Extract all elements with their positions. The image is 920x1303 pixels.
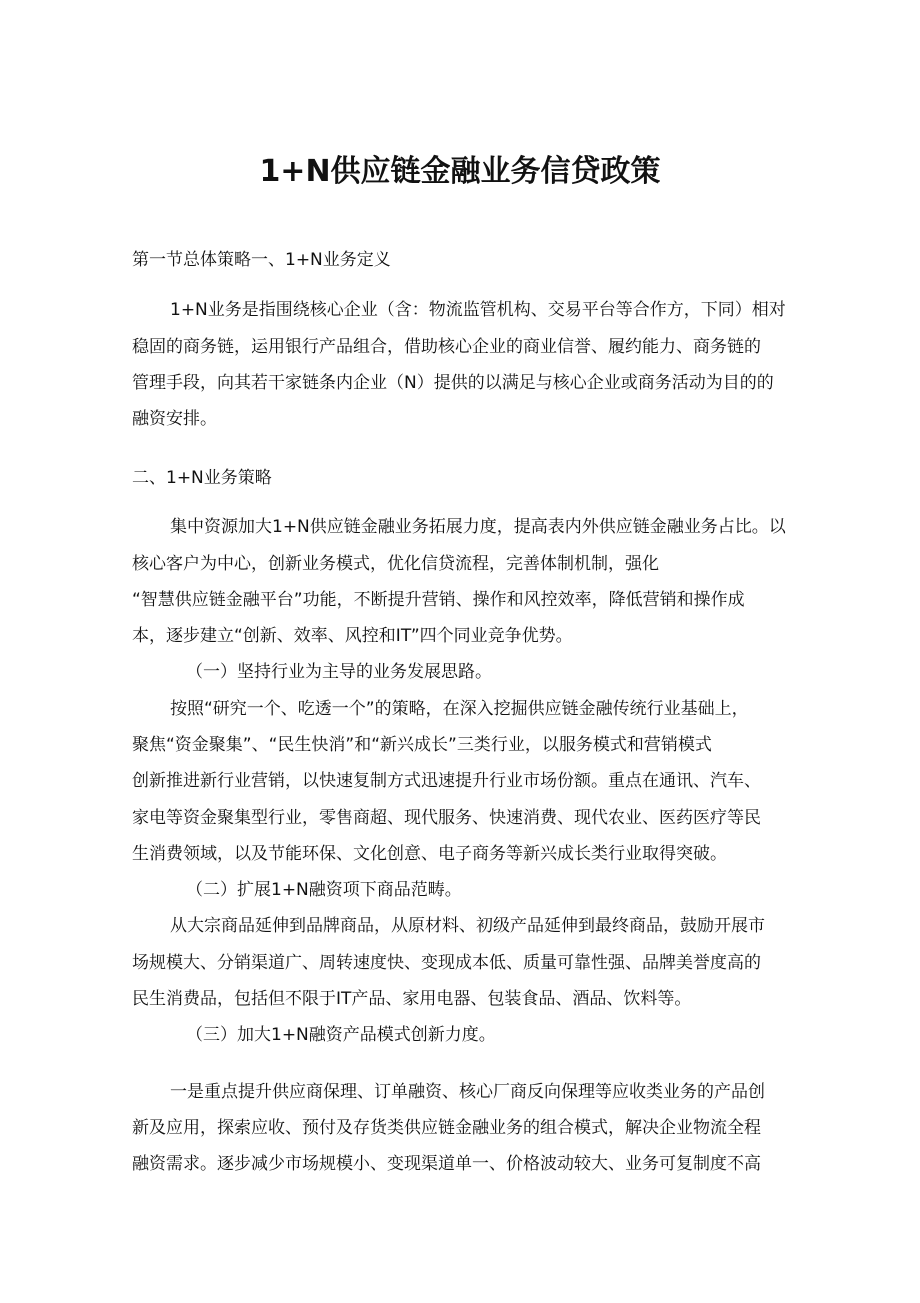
paragraph-line: 家电等资金聚集型行业，零售商超、现代服务、快速消费、现代农业、医药医疗等民: [132, 808, 761, 828]
paragraph-line: 从大宗商品延伸到品牌商品，从原材料、初级产品延伸到最终商品，鼓励开展市: [170, 916, 765, 936]
paragraph-line: 1+N业务是指围绕核心企业（含：物流监管机构、交易平台等合作方，下同）相对: [170, 300, 786, 320]
section-heading: 第一节总体策略一、1+N业务定义: [132, 250, 391, 270]
paragraph-line: 集中资源加大1+N供应链金融业务拓展力度，提高表内外供应链金融业务占比。以: [170, 517, 786, 537]
document-title: 1+N供应链金融业务信贷政策: [259, 154, 661, 189]
paragraph-line: 聚焦“资金聚集”、“民生快消”和“新兴成长”三类行业，以服务模式和营销模式: [132, 735, 712, 755]
paragraph-line: 民生消费品，包括但不限于IT产品、家用电器、包装食品、酒品、饮料等。: [132, 989, 692, 1009]
paragraph-line: 核心客户为中心，创新业务模式，优化信贷流程，完善体制机制，强化: [132, 554, 659, 574]
paragraph-line: 一是重点提升供应商保理、订单融资、核心厂商反向保理等应收类业务的产品创: [170, 1082, 765, 1102]
subsection-heading: （一）坚持行业为主导的业务发展思路。: [186, 662, 492, 682]
paragraph-line: 稳固的商务链，运用银行产品组合，借助核心企业的商业信誉、履约能力、商务链的: [132, 337, 761, 357]
paragraph-line: 按照“研究一个、吃透一个”的策略，在深入挖掘供应链金融传统行业基础上，: [170, 699, 749, 719]
subsection-heading: （三）加大1+N融资产品模式创新力度。: [186, 1025, 496, 1045]
paragraph-line: 本，逐步建立“创新、效率、风控和IT”四个同业竞争优势。: [132, 626, 573, 646]
paragraph-line: 融资安排。: [132, 409, 217, 429]
paragraph-line: 新及应用，探索应收、预付及存货类供应链金融业务的组合模式，解决企业物流全程: [132, 1118, 761, 1138]
paragraph-line: “智慧供应链金融平台”功能，不断提升营销、操作和风控效率，降低营销和操作成: [132, 590, 745, 610]
paragraph-line: 创新推进新行业营销，以快速复制方式迅速提升行业市场份额。重点在通讯、汽车、: [132, 771, 761, 791]
paragraph-line: 生消费领域，以及节能环保、文化创意、电子商务等新兴成长类行业取得突破。: [132, 844, 727, 864]
paragraph-line: 管理手段，向其若干家链条内企业（N）提供的以满足与核心企业或商务活动为目的的: [132, 373, 774, 393]
section-heading: 二、1+N业务策略: [132, 468, 272, 488]
paragraph-line: 场规模大、分销渠道广、周转速度快、变现成本低、质量可靠性强、品牌美誉度高的: [132, 953, 761, 973]
subsection-heading: （二）扩展1+N融资项下商品范畴。: [186, 880, 462, 900]
paragraph-line: 融资需求。逐步减少市场规模小、变现渠道单一、价格波动较大、业务可复制度不高: [132, 1154, 761, 1174]
